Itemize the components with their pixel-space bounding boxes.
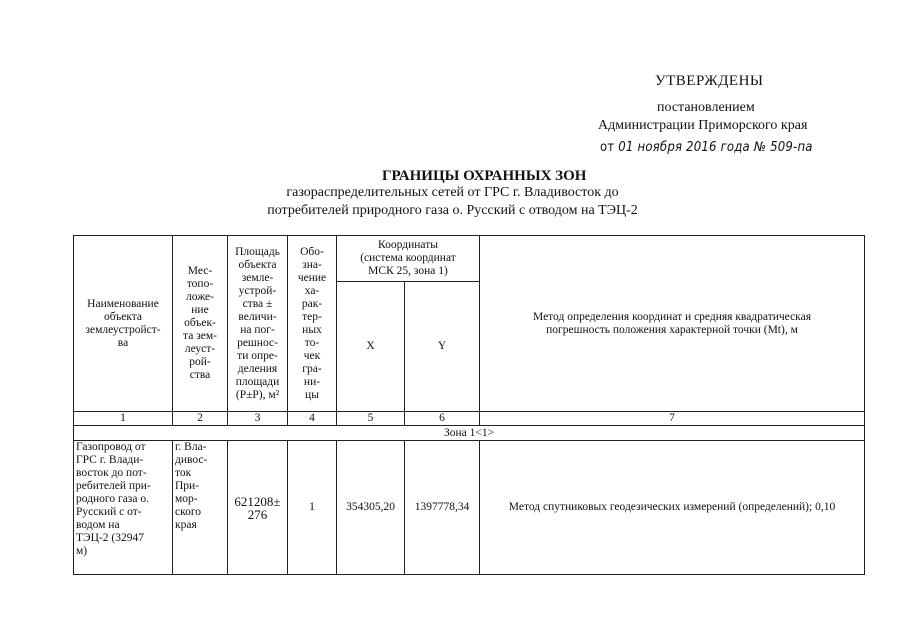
approved-date-line <box>600 140 813 155</box>
document-title: ГРАНИЦЫ ОХРАННЫХ ЗОН <box>382 168 587 184</box>
cell-y: 1397778,34 <box>405 441 480 575</box>
header-coordinates: Координаты (система координат МСК 25, зона 1) <box>337 236 480 282</box>
column-number: 1 <box>74 412 173 426</box>
header-point-designation: Обо- зна- чение ха- рак- тер- ных то- чек гра- ни- цы <box>288 236 337 412</box>
header-method: Метод определения координат и средняя квадратическая погрешность положения характерной точки (Mt), м <box>480 236 865 412</box>
column-number: 4 <box>288 412 337 426</box>
date-prefix: от <box>600 140 619 155</box>
column-number: 7 <box>480 412 865 426</box>
header-y: Y <box>405 282 480 412</box>
header-area: Площадь объекта земле- устрой- ства ± величи- на пог- решнос- ти опре- деления площади (P±P), м² <box>228 236 288 412</box>
column-number: 6 <box>405 412 480 426</box>
cell-area: 621208± 276 <box>228 441 288 575</box>
cell-method: Метод спутниковых геодезических измерений (определений); 0,10 <box>480 441 865 575</box>
column-number: 5 <box>337 412 405 426</box>
header-object-name: Наименование объекта землеустройст- ва <box>74 236 173 412</box>
cell-location: г. Вла- дивос- ток При- мор- ского края <box>173 441 228 575</box>
document-subtitle-line2: потребителей природного газа о. Русский с отводом на ТЭЦ-2 <box>267 203 638 218</box>
column-number: 2 <box>173 412 228 426</box>
header-x: X <box>337 282 405 412</box>
column-number: 3 <box>228 412 288 426</box>
cell-x: 354305,20 <box>337 441 405 575</box>
approved-authority-line: Администрации Приморского края <box>598 118 808 133</box>
cell-point: 1 <box>288 441 337 575</box>
approved-heading: УТВЕРЖДЕНЫ <box>655 73 764 89</box>
cell-object-name: Газопровод от ГРС г. Влади- восток до пот- ребителей при- родного газа о. Русский с от- водом на ТЭЦ-2 (32947 м) <box>74 441 173 575</box>
decree-date-number: 01 ноября 2016 года № 509-па <box>618 140 813 155</box>
zone-label: Зона 1<1> <box>74 426 865 441</box>
table-row <box>74 441 865 575</box>
header-location: Мес- топо- ложе- ние объек- та зем- леуст- рой- ства <box>173 236 228 412</box>
protection-zones-table <box>73 235 865 575</box>
approved-by-line: постановлением <box>657 100 755 115</box>
document-subtitle-line1: газораспределительных сетей от ГРС г. Владивосток до <box>286 185 619 200</box>
